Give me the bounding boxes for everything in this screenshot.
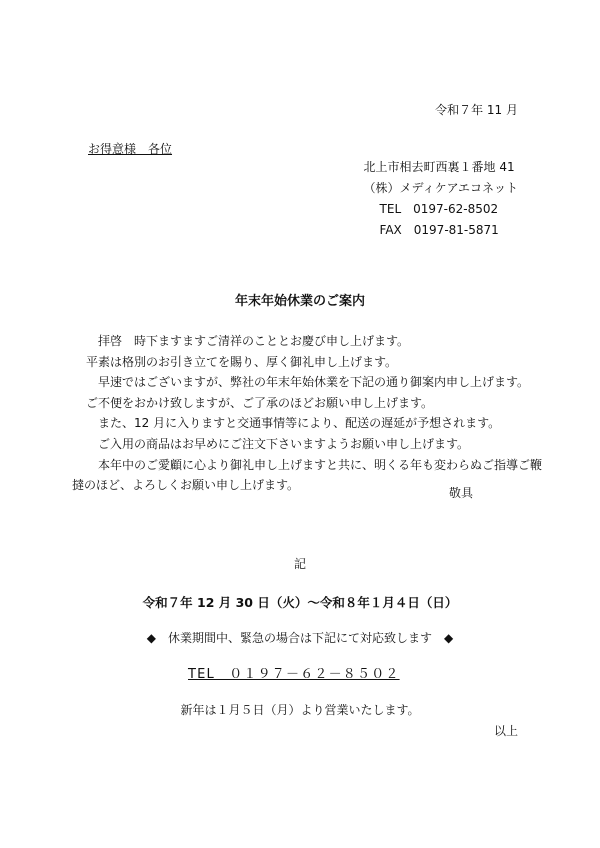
closing-ijou: 以上	[493, 724, 518, 738]
body-line: 撻のほど、よろしくお願い申し上げます。	[72, 478, 300, 493]
body-line: 早速ではございますが、弊社の年末年始休業を下記の通り御案内申し上げます。	[86, 375, 530, 390]
document-date: 令和７年 11 月	[435, 103, 518, 117]
body-line: また、12 月に入りますと交通事情等により、配送の遅延が予想されます。	[86, 416, 501, 431]
body-text	[72, 331, 543, 496]
emergency-tel: TEL ０１９７－６２－８５０２	[188, 667, 400, 682]
sender-fax: FAX 0197-81-5871	[379, 223, 499, 237]
body-line: ご入用の商品はお早めにご注文下さいますようお願い申し上げます。	[86, 436, 470, 451]
sender-block	[364, 157, 518, 241]
body-line: 平素は格別のお引き立てを賜り、厚く御礼申し上げます。	[86, 354, 398, 369]
recipient-line: お得意様 各位	[88, 142, 173, 156]
sender-tel: TEL 0197-62-8502	[379, 202, 499, 216]
document-title: 年末年始休業のご案内	[234, 294, 365, 309]
body-line: ご不便をおかけ致しますが、ご了承のほどお願い申し上げます。	[86, 395, 434, 410]
sender-company: （株）メディケアエコネット	[363, 181, 518, 195]
sender-address: 北上市相去町西裏１番地 41	[363, 160, 515, 174]
closing-keigu: 敬具	[448, 486, 473, 500]
reopen-notice: 新年は１月５日（月）より営業いたします。	[180, 703, 420, 717]
body-line: 本年中のご愛顧に心より御礼申し上げますと共に、明くる年も変わらぬご指導ご鞭	[86, 457, 543, 472]
body-line: 拝啓 時下ますますご清祥のこととお慶び申し上げます。	[86, 334, 410, 348]
emergency-notice: ◆ 休業期間中、緊急の場合は下記にて対応致します ◆	[146, 631, 454, 645]
closure-period: 令和７年 12 月 30 日（火）～令和８年１月４日（日）	[142, 595, 458, 610]
ki-heading: 記	[293, 557, 306, 571]
